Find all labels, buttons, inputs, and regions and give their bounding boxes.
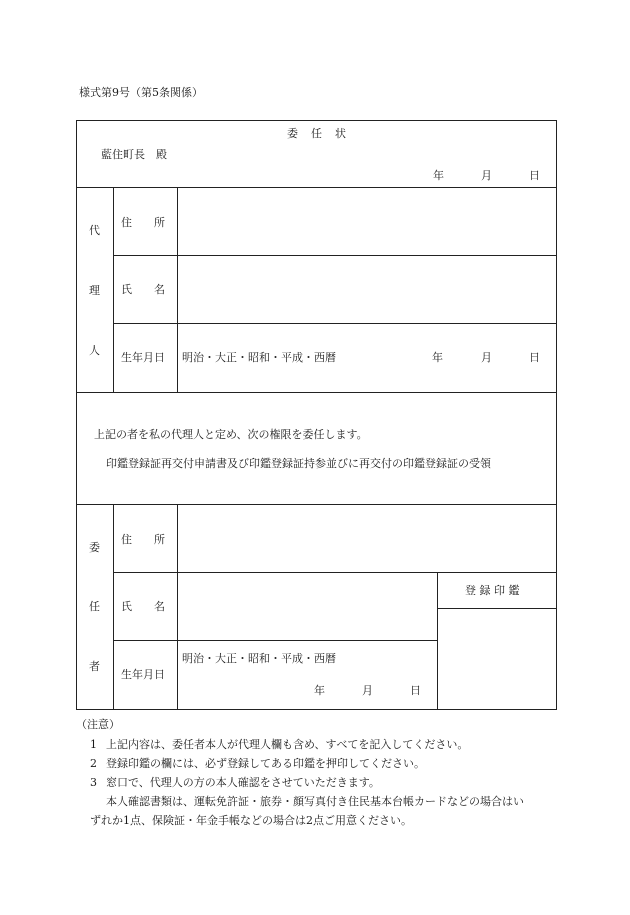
agent-label-divider xyxy=(177,187,178,392)
date-month-label: 月 xyxy=(481,169,492,182)
agent-birth-year: 年 xyxy=(432,351,443,364)
principal-row-divider-1 xyxy=(113,572,557,573)
note-1-number: 1 xyxy=(90,738,97,751)
principal-address-label: 住 所 xyxy=(121,533,165,546)
principal-group-label-1: 委 xyxy=(89,541,100,554)
note-3-text: 窓口で、代理人の方の本人確認をさせていただきます。 xyxy=(106,776,380,789)
date-year-label: 年 xyxy=(433,169,444,182)
principal-row-divider-2 xyxy=(113,640,438,641)
principal-address-field[interactable] xyxy=(179,506,555,570)
agent-name-field[interactable] xyxy=(179,257,555,321)
agent-group-label-3: 人 xyxy=(89,344,100,357)
agent-era-options[interactable]: 明治・大正・昭和・平成・西暦 xyxy=(182,351,336,364)
agent-address-field[interactable] xyxy=(179,189,555,253)
agent-row-divider-1 xyxy=(113,255,557,256)
note-3-number: 3 xyxy=(90,776,97,789)
agent-address-label: 住 所 xyxy=(121,216,165,229)
note-1-text: 上記内容は、委任者本人が代理人欄も含め、すべてを記入してください。 xyxy=(106,738,469,751)
notes-heading: （注意） xyxy=(76,718,120,731)
principal-birth-label: 生年月日 xyxy=(121,668,165,681)
delegated-authority: 印鑑登録証再交付申請書及び印鑑登録証持参並びに再交付の印鑑登録証の受領 xyxy=(106,457,491,470)
registered-seal-area[interactable] xyxy=(439,610,555,708)
note-2-number: 2 xyxy=(90,757,97,770)
form-number: 様式第9号（第5条関係） xyxy=(79,86,203,99)
seal-box-header-divider xyxy=(437,608,557,609)
delegation-statement: 上記の者を私の代理人と定め、次の権限を委任します。 xyxy=(94,428,368,441)
note-3-continuation-1: 本人確認書類は、運転免許証・旅券・顔写真付き住民基本台帳カードなどの場合はい xyxy=(106,795,524,808)
agent-name-label: 氏 名 xyxy=(121,283,165,296)
agent-birth-month: 月 xyxy=(481,351,492,364)
principal-label-divider xyxy=(177,504,178,710)
principal-name-field[interactable] xyxy=(179,574,435,638)
principal-birth-year: 年 xyxy=(314,684,325,697)
agent-group-label-2: 理 xyxy=(89,284,100,297)
agent-group-divider xyxy=(113,187,114,392)
principal-group-divider xyxy=(113,504,114,710)
seal-box-left-border xyxy=(437,572,438,710)
principal-group-label-2: 任 xyxy=(89,600,100,613)
principal-name-label: 氏 名 xyxy=(121,600,165,613)
principal-birth-day: 日 xyxy=(410,684,421,697)
principal-group-label-3: 者 xyxy=(89,660,100,673)
divider-agent-delegation xyxy=(76,392,557,393)
divider-delegation-principal xyxy=(76,504,557,505)
agent-birth-day: 日 xyxy=(529,351,540,364)
agent-birth-label: 生年月日 xyxy=(121,351,165,364)
date-day-label: 日 xyxy=(529,169,540,182)
agent-row-divider-2 xyxy=(113,323,557,324)
registered-seal-label: 登 録 印 鑑 xyxy=(465,584,520,597)
principal-era-options[interactable]: 明治・大正・昭和・平成・西暦 xyxy=(182,652,336,665)
divider-header-agent xyxy=(76,187,557,188)
addressee: 藍住町長 殿 xyxy=(101,148,167,161)
principal-birth-month: 月 xyxy=(362,684,373,697)
agent-group-label-1: 代 xyxy=(89,224,100,237)
document-title: 委 任 状 xyxy=(287,127,347,140)
note-3-continuation-2: ずれか1点、保険証・年金手帳などの場合は2点ご用意ください。 xyxy=(90,814,412,827)
note-2-text: 登録印鑑の欄には、必ず登録してある印鑑を押印してください。 xyxy=(106,757,425,770)
